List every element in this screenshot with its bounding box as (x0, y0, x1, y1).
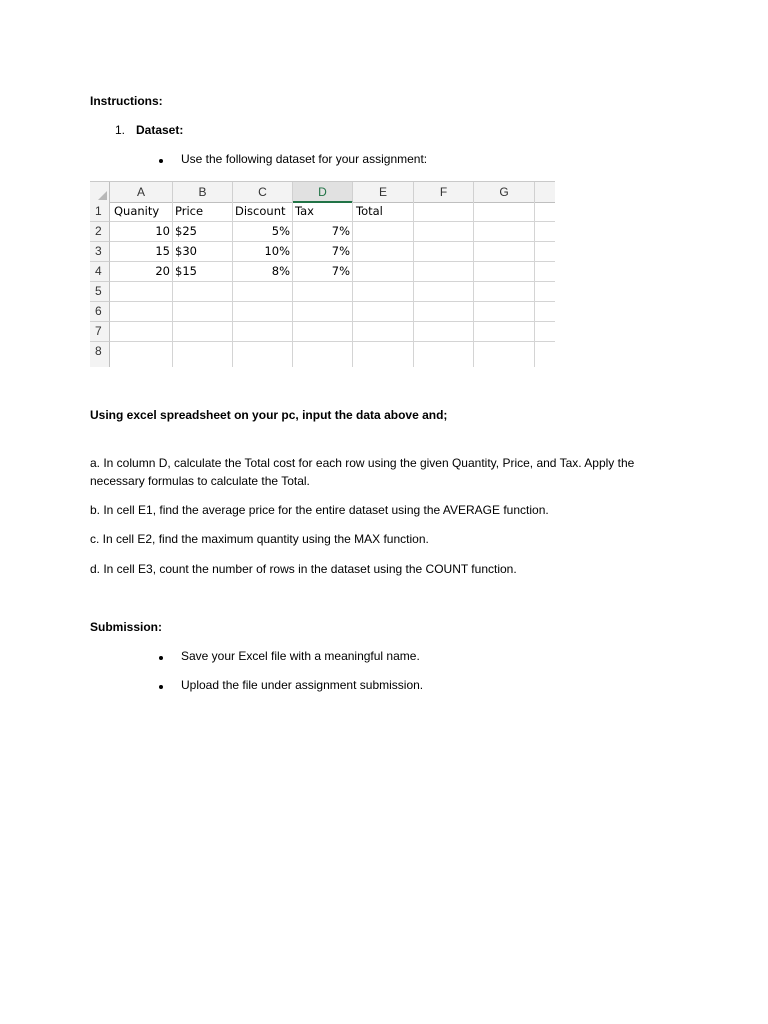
column-header-a: A (110, 182, 173, 202)
cell-a3: 15 (155, 244, 170, 258)
row-header: 4 (90, 262, 110, 282)
column-header-e: E (353, 182, 414, 202)
list-number: 1. (115, 123, 126, 137)
grid-line (413, 202, 414, 367)
row-header: 6 (90, 302, 110, 322)
task-d: d. In cell E3, count the number of rows in the dataset using the COUNT function. (90, 562, 517, 576)
grid-line (473, 202, 474, 367)
task-a-line1: a. In column D, calculate the Total cost for each row using the given Quantity, Price, and Tax. Apply the (90, 456, 635, 470)
row-header: 5 (90, 282, 110, 302)
cell-c1: Discount (235, 204, 286, 218)
cell-e1: Total (356, 204, 383, 218)
corner-triangle-icon (98, 191, 107, 200)
column-header-f: F (414, 182, 474, 202)
cell-b3: $30 (175, 244, 197, 258)
dataset-title: Dataset: (136, 123, 184, 137)
column-header-b: B (173, 182, 233, 202)
grid-line (534, 202, 535, 367)
cell-a1: Quanity (114, 204, 160, 218)
row-header: 3 (90, 242, 110, 262)
row-header: 8 (90, 342, 110, 367)
submission-title: Submission: (90, 620, 163, 634)
task-intro: Using excel spreadsheet on your pc, input the data above and; (90, 408, 448, 422)
bullet-icon (159, 685, 163, 689)
bullet-icon (159, 159, 163, 163)
row-header: 2 (90, 222, 110, 242)
cell-d3: 7% (331, 244, 350, 258)
task-c: c. In cell E2, find the maximum quantity using the MAX function. (90, 532, 429, 546)
column-header-g: G (474, 182, 535, 202)
cell-c2: 5% (271, 224, 290, 238)
grid-line (352, 202, 353, 367)
column-header-d: D (293, 182, 353, 203)
spreadsheet-image (90, 181, 555, 367)
select-all-corner (90, 182, 110, 202)
cell-c4: 8% (271, 264, 290, 278)
grid-line (110, 301, 555, 302)
cell-a2: 10 (155, 224, 170, 238)
dataset-instruction: Use the following dataset for your assignment: (181, 152, 428, 166)
cell-c3: 10% (264, 244, 290, 258)
cell-b1: Price (175, 204, 204, 218)
cell-b2: $25 (175, 224, 197, 238)
bullet-icon (159, 656, 163, 660)
grid-line (172, 202, 173, 367)
cell-d4: 7% (331, 264, 350, 278)
grid-line (110, 341, 555, 342)
submission-item: Upload the file under assignment submission. (181, 678, 424, 692)
column-header-c: C (233, 182, 293, 202)
submission-item: Save your Excel file with a meaningful name. (181, 649, 420, 663)
cell-d2: 7% (331, 224, 350, 238)
row-header: 7 (90, 322, 110, 342)
instructions-heading: Instructions: (90, 94, 163, 108)
row-header: 1 (90, 202, 110, 222)
cell-a4: 20 (155, 264, 170, 278)
grid-line (110, 321, 555, 322)
task-b: b. In cell E1, find the average price for the entire dataset using the AVERAGE function. (90, 503, 549, 517)
task-a-line2: necessary formulas to calculate the Total. (90, 474, 310, 488)
cell-b4: $15 (175, 264, 197, 278)
grid-line (110, 281, 555, 282)
cell-d1: Tax (295, 204, 314, 218)
